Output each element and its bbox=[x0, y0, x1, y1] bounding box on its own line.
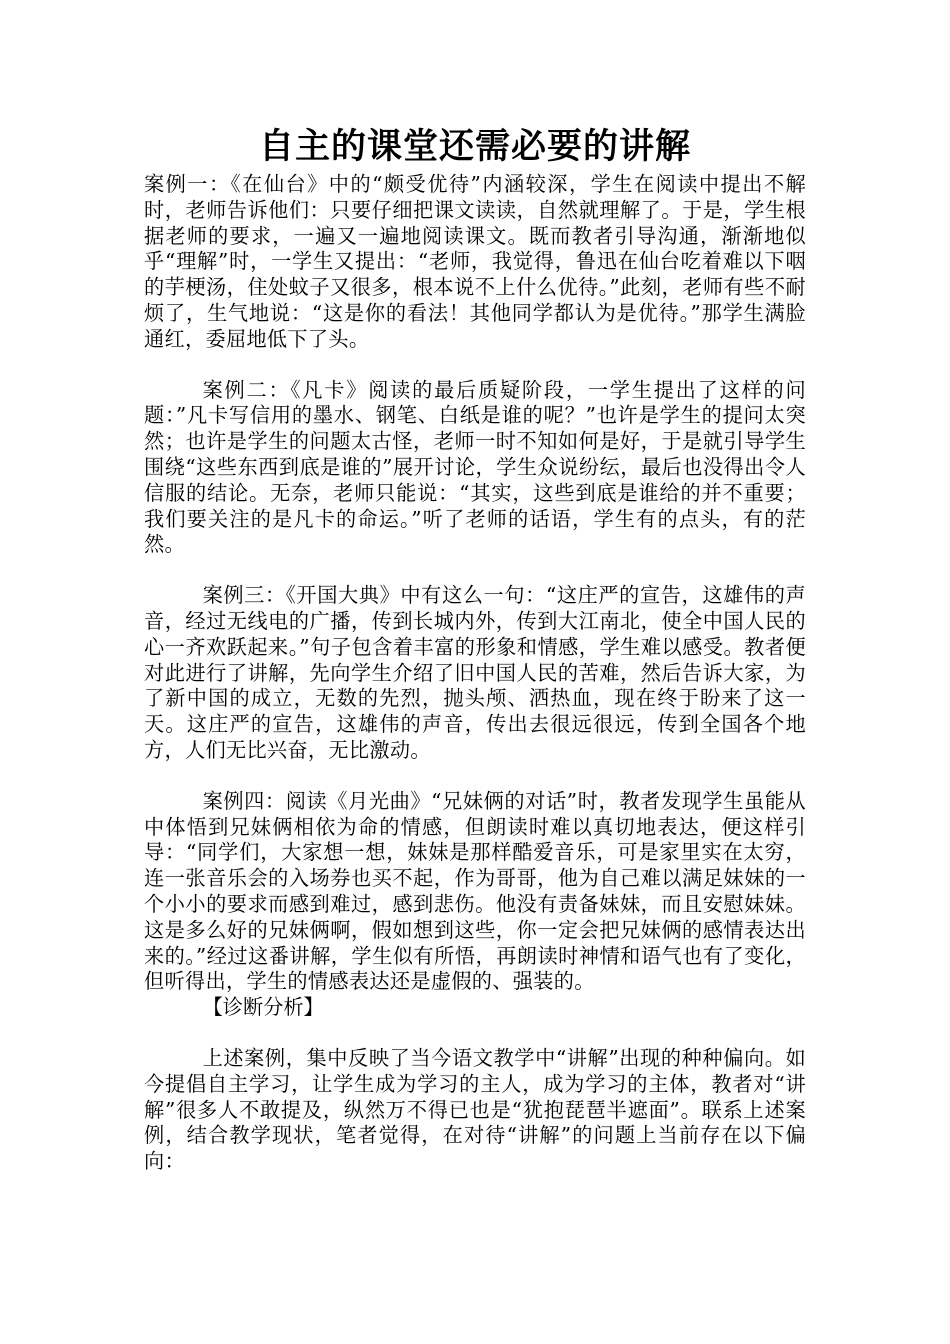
analysis-paragraph: 上述案例，集中反映了当今语文教学中“讲解”出现的种种偏向。如今提倡自主学习，让学生成为学习的主人，成为学习的主体，教者对“讲解”很多人不敢提及，纵然万不得已也是“犹抱琵琶半遮面”。联系上述案例，结合教学现状，笔者觉得，在对待“讲解”的问题上当前存在以下偏向： bbox=[144, 1045, 806, 1174]
section-heading-diagnosis: 【诊断分析】 bbox=[202, 995, 324, 1020]
document-page bbox=[144, 122, 806, 1175]
document-title: 自主的课堂还需必要的讲解 bbox=[258, 127, 691, 167]
case-two-paragraph: 案例二：《凡卡》阅读的最后质疑阶段，一学生提出了这样的问题：”凡卡写信用的墨水、钢笔、白纸是谁的呢？”也许是学生的提问太突然；也许是学生的问题太古怪，老师一时不知如何是好，于是就引导学生围绕“这些东西到底是谁的”展开讨论，学生众说纷纭，最后也没得出令人信服的结论。无奈，老师只能说：“其实，这些到底是谁给的并不重要；我们要关注的是凡卡的命运。”听了老师的话语，学生有的点头，有的茫然。 bbox=[144, 377, 806, 557]
case-four-paragraph: 案例四：阅读《月光曲》“兄妹俩的对话”时，教者发现学生虽能从中体悟到兄妹俩相依为命的情感，但朗读时难以真切地表达，便这样引导：“同学们，大家想一想，妹妹是那样酷爱音乐，可是家里实在太穷，连一张音乐会的入场券也买不起，作为哥哥，他为自己难以满足妹妹的一个小小的要求而感到难过，感到悲伤。他没有责备妹妹，而且安慰妹妹。这是多么好的兄妹俩啊，假如想到这些，你一定会把兄妹俩的感情表达出来的。”经过这番讲解，学生似有所悟，再朗读时神情和语气也有了变化，但听得出，学生的情感表达还是虚假的、强装的。 bbox=[144, 788, 806, 994]
case-three-paragraph: 案例三：《开国大典》中有这么一句：“这庄严的宣告，这雄伟的声音，经过无线电的广播，传到长城内外，传到大江南北，使全中国人民的心一齐欢跃起来。”句子包含着丰富的形象和情感，学生难以感受。教者便对此进行了讲解，先向学生介绍了旧中国人民的苦难，然后告诉大家，为了新中国的成立，无数的先烈，抛头颅、洒热血，现在终于盼来了这一天。这庄严的宣告，这雄伟的声音，传出去很远很远，传到全国各个地方，人们无比兴奋，无比激动。 bbox=[144, 583, 806, 762]
case-one-paragraph: 案例一：《在仙台》中的“颇受优待”内涵较深，学生在阅读中提出不解时，老师告诉他们：只要仔细把课文读读，自然就理解了。于是，学生根据老师的要求，一遍又一遍地阅读课文。既而教者引导沟通，渐渐地似乎“理解”时，一学生又提出：“老师，我觉得，鲁迅在仙台吃着难以下咽的芋梗汤，住处蚊子又很多，根本说不上什么优待。”此刻，老师有些不耐烦了，生气地说：“这是你的看法！其他同学都认为是优待。”那学生满脸通红，委屈地低下了头。 bbox=[144, 172, 806, 351]
